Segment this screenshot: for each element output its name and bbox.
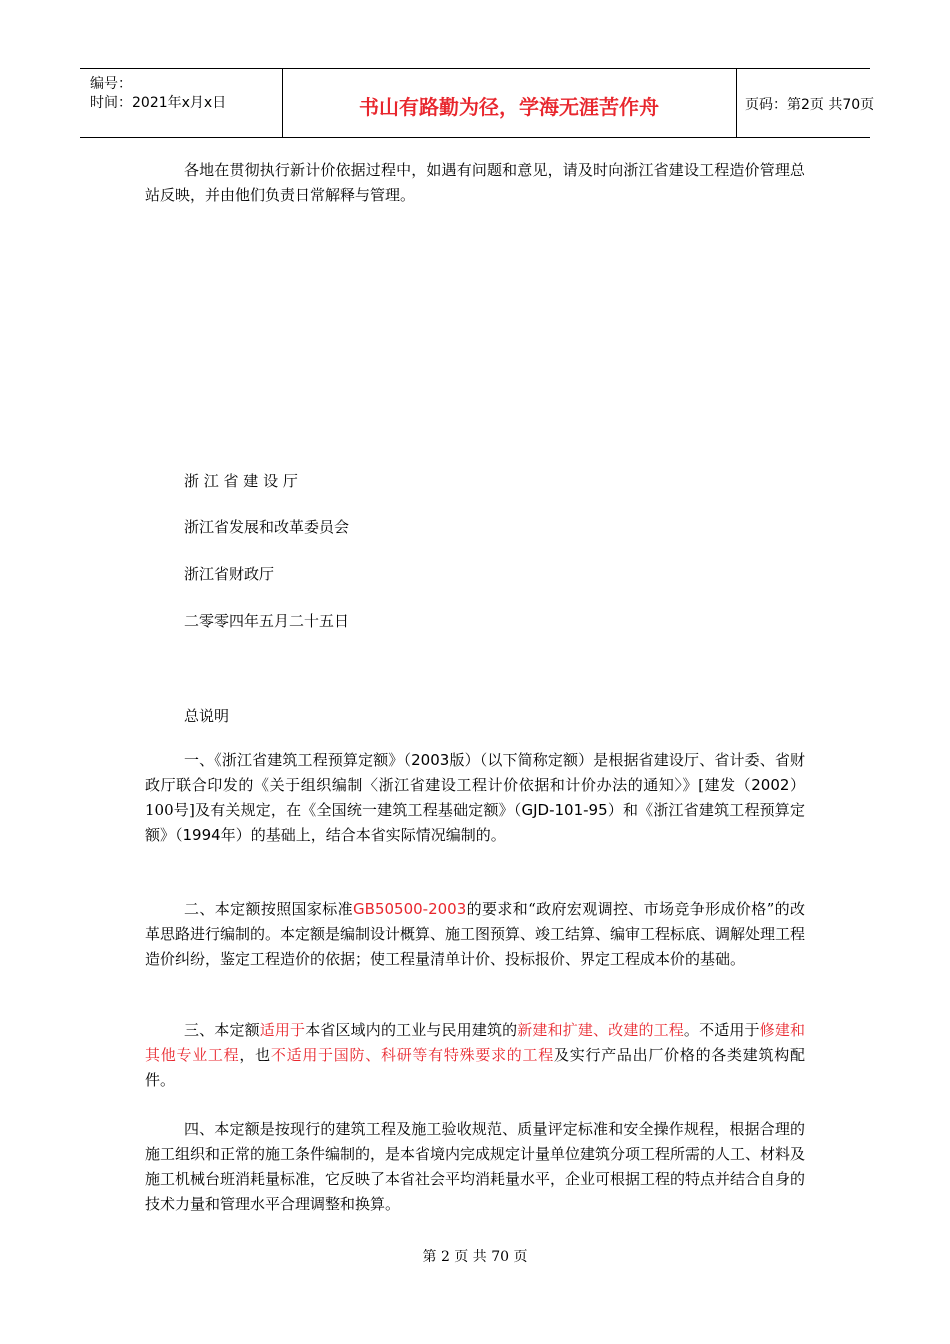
- signatory-development-commission: 浙江省发展和改革委员会: [184, 518, 350, 536]
- p3-part-e: 。不适用于: [683, 1021, 760, 1039]
- header-page-counter: 页码：第2页 共70页: [745, 97, 875, 113]
- doc-date-label: 时间：2021年x月x日: [90, 95, 227, 111]
- section-title: 总说明: [184, 707, 230, 725]
- p1-year-1994: 1994: [182, 826, 221, 844]
- header-left-cell: [80, 69, 283, 137]
- header-motto: 书山有路勤为径，学海无涯苦作舟: [359, 95, 659, 119]
- p1-part-c: 版）（以下简称定额）是根据省建设厅、省计委、省财政厅联合印发的《关于组织编制〈浙江省建设工程计价依据和计价办法的通知〉》[建发（: [145, 751, 805, 794]
- signature-date: 二零零四年五月二十五日: [184, 612, 350, 630]
- paragraph-3: [145, 1018, 805, 1093]
- p3-part-j: 及实行产品出厂价格的各类建筑构配件。: [145, 1046, 805, 1089]
- page-footer: 第 2 页 共 70 页: [422, 1249, 528, 1265]
- p2-standard-code: GB50500-2003: [353, 900, 467, 918]
- p3-part-c: 本省区域内的工业与民用建筑的: [305, 1021, 518, 1039]
- p3-repair-projects: 修建和其他专业工程: [145, 1021, 805, 1064]
- p3-part-a: 三、本定额: [184, 1021, 260, 1039]
- paragraph-1: [145, 748, 805, 848]
- header-right-cell: [737, 69, 875, 137]
- p1-year-2002: 2002: [751, 776, 790, 794]
- p1-code-gjd: GJD-101-95: [521, 801, 608, 819]
- signatory-finance-dept: 浙江省财政厅: [184, 565, 275, 583]
- p1-part-i: 年）的基础上，结合本省实际情况编制的。: [220, 826, 506, 844]
- p2-part-a: 二、本定额按照国家标准: [184, 900, 354, 918]
- p1-part-g: ）和《浙江省建筑工程预算定额》（: [145, 801, 805, 844]
- paragraph-2: [145, 897, 805, 972]
- page-header: [80, 68, 875, 138]
- p3-special-projects: 国防、科研等有特殊要求的工程: [333, 1046, 554, 1064]
- p2-part-c: 的要求和“政府宏观调控、市场竞争形成价格”的改革思路进行编制的。本定额是编制设计概算、施工图预算、竣工结算、编审工程标底、调解处理工程造价纠纷，鉴定工程造价的依据；使工程量清单计价、投标报价、界定工程成本价的基础。: [145, 900, 806, 968]
- header-middle-cell: [282, 69, 737, 137]
- p3-applies-to: 适用于: [259, 1021, 306, 1039]
- signatory-construction-dept: 浙 江 省 建 设 厅: [184, 472, 298, 490]
- p3-not-applicable: 不适用于: [270, 1046, 334, 1064]
- paragraph-4: 四、本定额是按现行的建筑工程及施工验收规范、质量评定标准和安全操作规程，根据合理的施工组织和正常的施工条件编制的，是本省境内完成规定计量单位建筑分项工程所需的人工、材料及施工机械台班消耗量标准，它反映了本省社会平均消耗量水平，企业可根据工程的特点并结合自身的技术力量和管理水平合理调整和换算。: [145, 1120, 806, 1213]
- p1-year-2003: 2003: [411, 751, 450, 769]
- p3-new-projects: 新建和扩建、改建的工程: [517, 1021, 684, 1039]
- intro-paragraph: 各地在贯彻执行新计价依据过程中，如遇有问题和意见，请及时向浙江省建设工程造价管理总站反映，并由他们负责日常解释与管理。: [145, 161, 805, 204]
- doc-code-label: 编号：: [90, 76, 132, 92]
- p1-part-e: ）100号]及有关规定，在《全国统一建筑工程基础定额》（: [145, 776, 805, 819]
- p3-part-g: ，也: [239, 1046, 271, 1064]
- p1-part-a: 一、《浙江省建筑工程预算定额》（: [184, 751, 412, 769]
